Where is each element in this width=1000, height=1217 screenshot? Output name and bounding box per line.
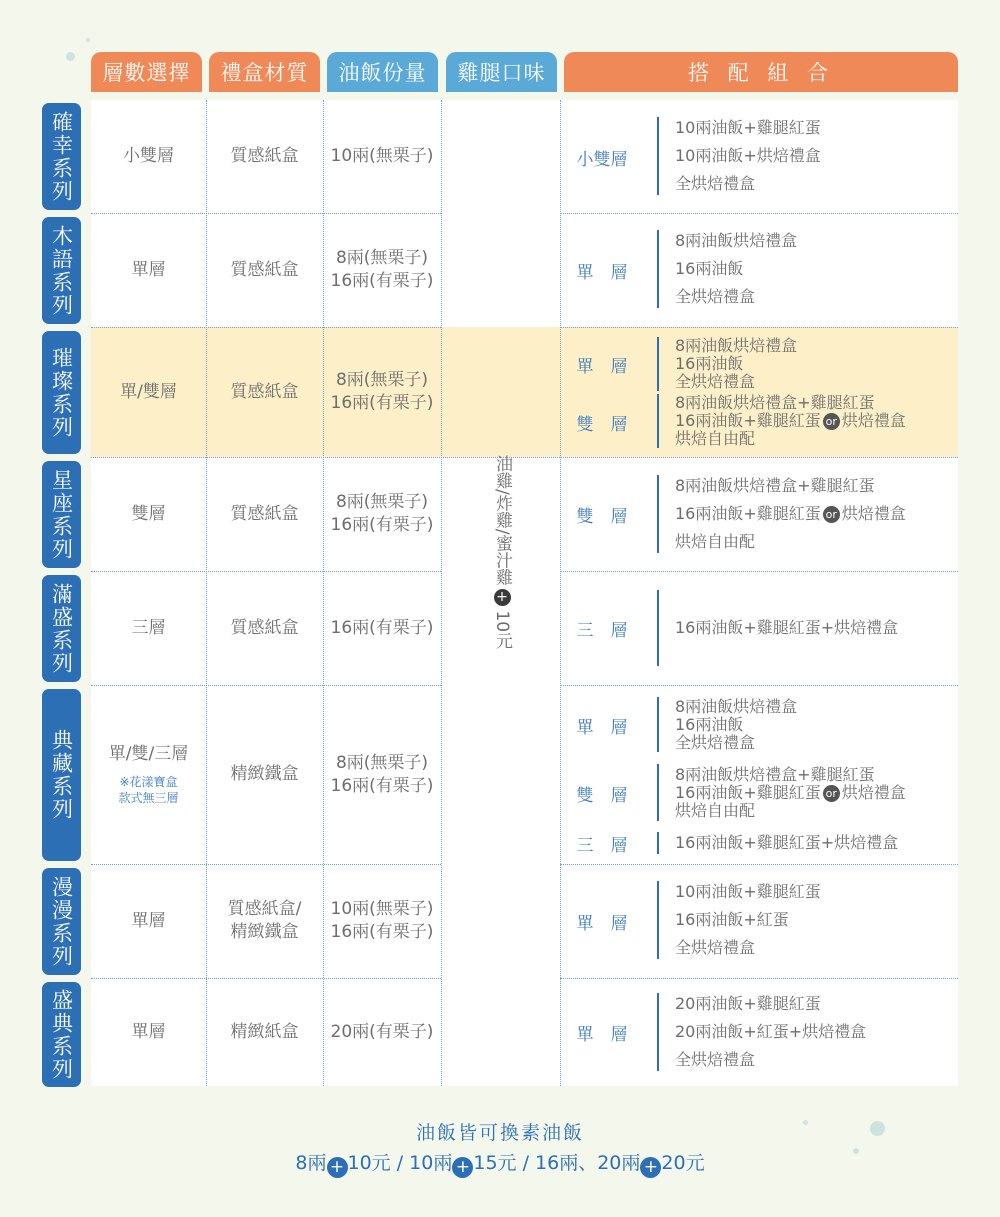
combo-item: 16兩油飯+雞腿紅蛋 or 烘焙禮盒 [675, 504, 906, 523]
series-tab: 確幸系列 [42, 103, 81, 210]
layers-text: 單/雙/三層 [108, 744, 189, 764]
material-cell: 質感紙盒 [230, 617, 299, 638]
combo-item: 16兩油飯+雞腿紅蛋 or 烘焙禮盒 [675, 411, 906, 430]
combo-item: 全烘焙禮盒 [675, 174, 756, 193]
material-cell: 精緻紙盒 [230, 1021, 299, 1042]
combo-item: 10兩油飯+烘焙禮盒 [675, 146, 821, 165]
combo-item: 8兩油飯烘焙禮盒 [675, 336, 798, 355]
rice-cell: 16兩(有栗子) [330, 617, 434, 638]
material-cell: 質感紙盒/ 精緻鐵盒 [227, 899, 302, 942]
combo-item: 10兩油飯+雞腿紅蛋 [675, 118, 821, 137]
layers-cell: 單層 [131, 259, 166, 280]
combo-item: 全烘焙禮盒 [675, 938, 756, 957]
combo-list [657, 337, 797, 391]
combo-layer-label: 雙 層 [576, 414, 628, 435]
combo-list [657, 230, 797, 308]
combo-item: 16兩油飯 [675, 714, 744, 734]
combo-item: 全烘焙禮盒 [675, 1050, 756, 1069]
decor-dot [86, 38, 90, 42]
footer-prices: 8兩 + 10元 / 10兩 + 15元 / 16兩、20兩 + 20元 [295, 1152, 705, 1177]
or-icon: or [823, 506, 840, 523]
combo-layer-label: 單 層 [576, 262, 628, 283]
material-cell: 質感紙盒 [230, 146, 299, 166]
layers-cell: 雙層 [131, 503, 166, 524]
layers-cell: 小雙層 [123, 146, 174, 166]
flavor-text: 油雞/炸雞/蜜汁雞 [492, 455, 512, 586]
series-tab: 典藏系列 [42, 689, 81, 861]
combo-list [657, 117, 821, 195]
combo-item: 16兩油飯 [675, 259, 744, 278]
header-layers: 層數選擇 [91, 52, 202, 92]
rice-cell: 10兩(無栗子) [330, 146, 434, 166]
footer-note: 油飯皆可換素油飯 [415, 1122, 584, 1144]
combo-item: 烘焙自由配 [675, 429, 756, 448]
header-rice: 油飯份量 [327, 52, 438, 92]
series-tab: 漫漫系列 [42, 868, 81, 975]
combo-item: 10兩油飯+雞腿紅蛋 [675, 882, 821, 901]
combo-item: 全烘焙禮盒 [675, 287, 756, 306]
combo-list [657, 475, 906, 553]
series-tab: 木語系列 [42, 217, 81, 324]
combo-list [657, 764, 906, 821]
flavor-price: 10元 [492, 610, 512, 650]
rice-cell: 8兩(無栗子) 16兩(有栗子) [330, 492, 434, 535]
header-flavor: 雞腿口味 [446, 52, 557, 92]
combo-item: 8兩油飯烘焙禮盒+雞腿紅蛋 [675, 764, 875, 784]
combo-layer-label: 單 層 [576, 356, 628, 377]
rice-cell: 8兩(無栗子) 16兩(有栗子) [330, 370, 434, 413]
or-icon: or [823, 413, 840, 430]
combo-layer-label: 三 層 [576, 620, 628, 641]
combo-layer-label: 單 層 [576, 913, 628, 934]
material-cell: 質感紙盒 [230, 503, 299, 524]
material-cell: 質感紙盒 [230, 381, 299, 402]
combo-item: 8兩油飯烘焙禮盒 [675, 231, 798, 250]
layers-cell: 單層 [131, 910, 166, 931]
combo-list [657, 394, 906, 448]
combo-item: 20兩油飯+紅蛋+烘焙禮盒 [675, 1022, 867, 1041]
plus-icon: + [640, 1157, 661, 1178]
header-material: 禮盒材質 [209, 52, 320, 92]
rice-cell: 20兩(有栗子) [330, 1021, 434, 1042]
series-tab: 璀璨系列 [42, 331, 81, 454]
combo-list [657, 832, 898, 854]
combo-list [657, 993, 866, 1071]
series-tab: 滿盛系列 [42, 575, 81, 682]
rice-cell: 8兩(無栗子) 16兩(有栗子) [330, 752, 434, 796]
combo-layer-label: 三 層 [576, 835, 628, 856]
combo-list [657, 590, 898, 666]
layers-cell: 三層 [131, 617, 166, 638]
decor-dot [66, 52, 75, 61]
material-cell: 質感紙盒 [230, 259, 299, 280]
rice-cell: 10兩(無栗子) 16兩(有栗子) [330, 899, 434, 942]
combo-item: 16兩油飯+紅蛋 [675, 910, 789, 929]
rice-cell: 8兩(無栗子) 16兩(有栗子) [330, 248, 434, 291]
or-icon: or [823, 785, 840, 802]
combo-item: 8兩油飯烘焙禮盒+雞腿紅蛋 [675, 476, 875, 495]
combo-item: 烘焙自由配 [675, 532, 756, 551]
combo-item: 20兩油飯+雞腿紅蛋 [675, 994, 821, 1013]
combo-layer-label: 小雙層 [576, 149, 628, 170]
plus-icon: + [452, 1157, 473, 1178]
combo-item: 全烘焙禮盒 [675, 732, 756, 752]
series-tab: 星座系列 [42, 461, 81, 568]
combo-item: 烘焙自由配 [675, 800, 756, 820]
plus-icon: + [327, 1157, 348, 1178]
combo-list [657, 881, 821, 959]
layers-cell: 單層 [131, 1021, 166, 1042]
flavor-cell [482, 455, 522, 649]
combo-layer-label: 雙 層 [576, 506, 628, 527]
combo-item: 8兩油飯烘焙禮盒 [675, 696, 798, 716]
combo-item: 16兩油飯 [675, 354, 744, 373]
plus-icon: + [494, 589, 511, 606]
layers-note: ※花漾寶盒 款式無三層 [118, 775, 179, 805]
combo-item: 16兩油飯+雞腿紅蛋+烘焙禮盒 [675, 833, 899, 852]
combo-item: 16兩油飯+雞腿紅蛋+烘焙禮盒 [675, 618, 899, 637]
layers-cell: 單/雙層 [120, 381, 177, 402]
combo-layer-label: 單 層 [576, 717, 628, 738]
layers-cell [91, 685, 206, 864]
series-tab: 盛典系列 [42, 982, 81, 1087]
combo-layer-label: 單 層 [576, 1024, 628, 1045]
combo-layer-label: 雙 層 [576, 785, 628, 806]
material-cell: 精緻鐵盒 [230, 764, 299, 784]
combo-item: 16兩油飯+雞腿紅蛋 or 烘焙禮盒 [675, 782, 906, 802]
combo-list [657, 697, 797, 752]
combo-item: 8兩油飯烘焙禮盒+雞腿紅蛋 [675, 393, 875, 412]
header-combo: 搭 配 組 合 [564, 52, 958, 92]
combo-item: 全烘焙禮盒 [675, 372, 756, 391]
